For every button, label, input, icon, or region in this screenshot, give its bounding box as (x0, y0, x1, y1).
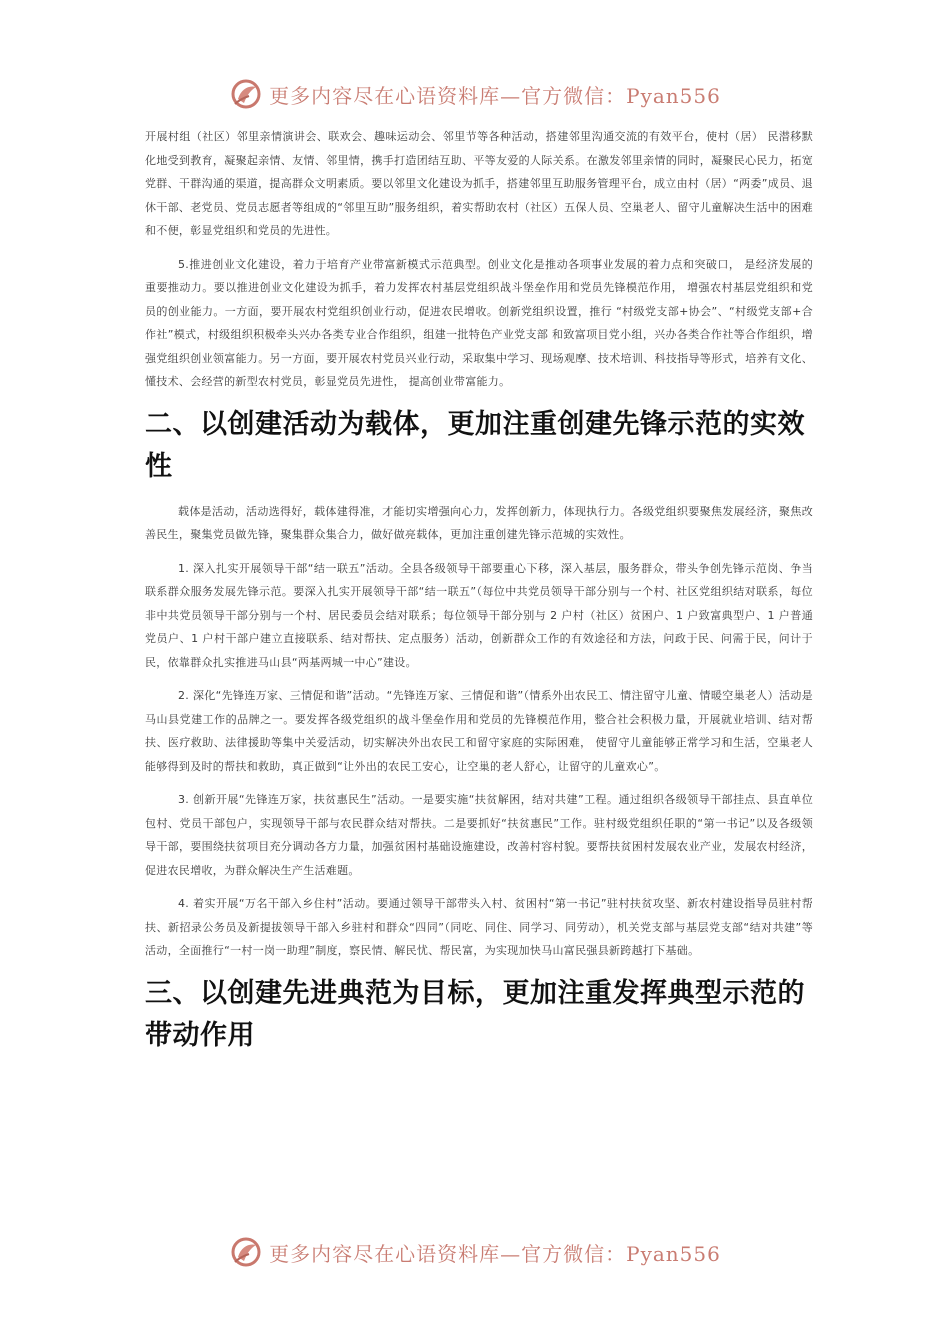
paragraph: 载体是活动，活动选得好，载体建得准，才能切实增强向心力，发挥创新力，体现执行力。各级党组织要聚焦发展经济，聚焦改善民生，聚集党员做先锋，聚集群众集合力，做好做亮载体，更加注重创建先锋示范城的实效性。 (145, 504, 813, 541)
leaf-swirl-logo-icon (229, 1235, 263, 1269)
document-body (145, 125, 813, 1069)
paragraph: 3. 创新开展“先锋连万家，扶贫惠民生”活动。一是要实施“扶贫解困，结对共建”工程。通过组织各级领导干部挂点、县直单位包村、党员干部包户，实现领导干部与农民群众结对帮扶。二是要抓好“扶贫惠民”工作。驻村级党组织任职的“第一书记”以及各级领导干部，要围绕扶贫项目充分调动各方力量，加强贫困村基础设施建设，改善村容村貌。要帮扶贫困村发展农业产业，发展农村经济，促进农民增收，为群众解决生产生活难题。 (145, 793, 813, 877)
paragraph: 开展村组（社区）邻里亲情演讲会、联欢会、趣味运动会、邻里节等各种活动，搭建邻里沟通交流的有效平台，使村（居） 民潜移默化地受到教育，凝聚起亲情、友情、邻里情，携手打造团结互助、平等友爱的人际关系。在激发邻里亲情的同时，凝聚民心民力，拓宽党群、干群沟通的渠道，提高群众文明素质。要以邻里文化建设为抓手，搭建邻里互助服务管理平台，成立由村（居）“两委”成员、退休干部、老党员、党员志愿者等组成的“邻里互助”服务组织，着实帮助农村（社区）五保人员、空巢老人、留守儿童解决生活中的困难和不便，彰显党组织和党员的先进性。 (145, 130, 813, 237)
leaf-swirl-logo-icon (229, 77, 263, 111)
banner-text: 更多内容尽在心语资料库—官方微信：Pyan556 (269, 1241, 721, 1266)
paragraph: 1. 深入扎实开展领导干部“结一联五”活动。全县各级领导干部要重心下移，深入基层，服务群众，带头争创先锋示范岗、争当联系群众服务发展先锋示范。要深入扎实开展领导干部“结一联五”（每位中共党员领导干部分别与一个村、社区党组织结对联系，每位非中共党员领导干部分别与一个村、居民委员会结对联系；每位领导干部分别与 2 户村（社区）贫困户、1 户致富典型户、1 户普通党员户、1 户村干部户建立直接联系、结对帮扶、定点服务）活动，创新群众工作的有效途径和方法，问政于民、问需于民，问计于民，依靠群众扎实推进马山县“两基两城一中心”建设。 (145, 561, 813, 669)
banner-text: 更多内容尽在心语资料库—官方微信：Pyan556 (269, 83, 721, 108)
paragraph: 5.推进创业文化建设，着力于培育产业带富新模式示范典型。创业文化是推动各项事业发展的着力点和突破口， 是经济发展的重要推动力。要以推进创业文化建设为抓手，着力发挥农村基层党组织战斗堡垒作用和党员先锋模范作用， 增强农村基层党组织和党员的创业能力。一方面，要开展农村党组织创业行动，促进农民增收。创新党组织设置，推行 “村级党支部+协会”、“村级党支部+合作社”模式，村级组织积极牵头兴办各类专业合作组织，组建一批特色产业党支部 和致富项目党小组，兴办各类合作社等合作组织，增强党组织创业领富能力。另一方面，要开展农村党员兴业行动，采取集中学习、现场观摩、技术培训、科技指导等形式，培养有文化、懂技术、会经营的新型农村党员，彰显党员先进性， 提高创业带富能力。 (145, 257, 813, 388)
paragraph: 4. 着实开展“万名干部入乡住村”活动。要通过领导干部带头入村、贫困村“第一书记”驻村扶贫攻坚、新农村建设指导员驻村帮扶、新招录公务员及新提拔领导干部入乡驻村和群众“四同”（同吃、同住、同学习、同劳动），机关党支部与基层党支部“结对共建”等活动，全面推行“一村一岗一助理”制度，察民情、解民忧、帮民富，为实现加快马山富民强县新跨越打下基础。 (145, 897, 813, 957)
section-heading: 三、以创建先进典范为目标，更加注重发挥典型示范的带动作用 (145, 977, 805, 1051)
paragraph: 2. 深化“先锋连万家、三情促和谐”活动。“先锋连万家、三情促和谐”（情系外出农民工、情注留守儿童、情暖空巢老人）活动是马山县党建工作的品牌之一。要发挥各级党组织的战斗堡垒作用和党员的先锋模范作用，整合社会积极力量，开展就业培训、结对帮扶、医疗救助、法律援助等集中关爱活动，切实解决外出农民工和留守家庭的实际困难， 使留守儿童能够正常学习和生活，空巢老人能够得到及时的帮扶和救助，真正做到“让外出的农民工安心，让空巢的老人舒心，让留守的儿童欢心”。 (145, 689, 813, 773)
section-heading: 二、以创建活动为载体，更加注重创建先锋示范的实效性 (145, 408, 805, 482)
footer-banner (0, 1230, 950, 1274)
header-banner (0, 72, 950, 116)
